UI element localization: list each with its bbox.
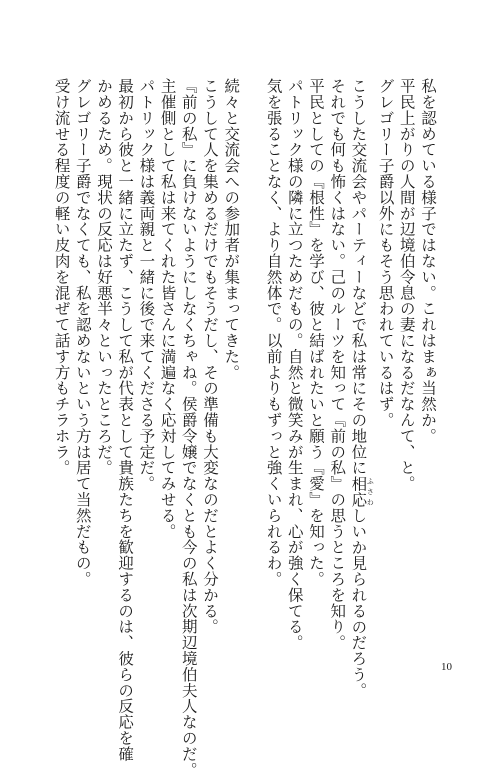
text-line: 私を認めている様子ではない。これはまぁ当然か。 [419,78,437,444]
ruby-reading: ふさわ [366,475,375,508]
text-line: パトリック様は義両親と一緒に後で来てくださる予定だ。 [137,78,156,492]
section-break [241,78,262,653]
text-line-with-ruby [347,78,375,699]
page-number: 10 [441,661,452,673]
ruby-line-after: しいか見られるのだろう。 [349,507,368,699]
text-line: それでも何も怖くはない。己のルーツを知って『前の私』の思うところを知り。 [328,78,347,651]
text-line: 最初から彼と一緒に立たず、こうして私が代表として貴族たちを歓迎するのは、彼らの反応を確 [116,78,135,762]
text-line: 気を張ることなく、より自然体で。以前よりもずっと強くいられるわ。 [264,78,283,587]
text-line: パトリック様の隣に立つためだもの。自然と微笑みが生まれ、心が強く保てる。 [285,78,304,651]
ruby-base: 相応 [349,475,368,508]
body-text [50,78,438,778]
text-line: かめるため。現状の反応は好悪半々といったところだ。 [94,78,113,476]
ruby-line-before: こうした交流会やパーティーなどで私は常にその地位に [349,78,368,476]
ruby-word [349,475,375,508]
text-line: 主催側として私は来てくれた皆さんに満遍なく応対してみせる。 [158,78,177,540]
text-line: 受け流せる程度の軽い皮肉を混ぜて話す方もチラホラ。 [52,78,71,476]
text-line: グレゴリー子爵でなくても、私を認めないという方は居て当然だもの。 [73,78,92,587]
text-line: こうして人を集めるだけでもそうだし、その準備も大変なのだとよく分かる。 [200,78,219,635]
text-line: 続々と交流会への参加者が集まってきた。 [222,78,241,381]
text-line: 『前の私』に負けないようにしなくちゃね。侯爵令嬢でなくとも今の私は次期辺境伯夫人なのだ。 [179,78,198,778]
text-line: グレゴリー子爵以外にもそう思われているはず。 [376,78,395,428]
text-line: 平民上がりの人間が辺境伯令息の妻になるだなんて、と。 [397,78,416,492]
text-line: 平民としての『根性』を学び、彼と結ばれたいと願う『愛』を知った。 [306,78,325,587]
